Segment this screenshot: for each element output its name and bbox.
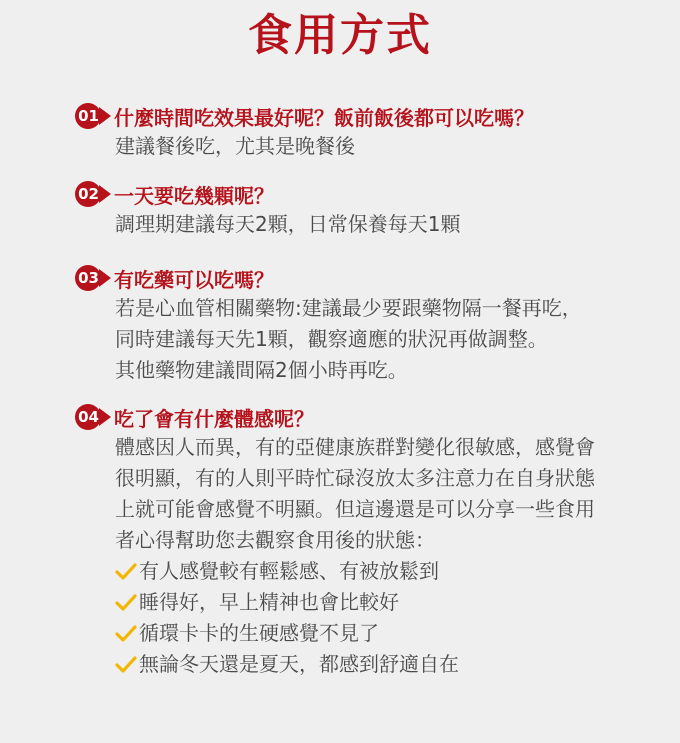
checklist-item-label: 循環卡卡的生硬感覺不見了: [139, 621, 379, 645]
check-icon: [115, 624, 137, 644]
faq-number: 04: [78, 408, 99, 426]
faq-answer: [115, 293, 664, 386]
answer-line: 建議餐後吃，尤其是晚餐後: [115, 134, 355, 158]
faq-question-row: [74, 402, 664, 432]
faq-number: 03: [78, 269, 99, 287]
answer-line: 者心得幫助您去觀察食用後的狀態：: [115, 528, 435, 552]
faq-answer: [115, 432, 664, 680]
check-icon: [115, 655, 137, 675]
checklist-item-label: 睡得好，早上精神也會比較好: [139, 590, 399, 614]
number-badge-icon: [74, 264, 114, 292]
benefit-checklist: [115, 556, 664, 680]
page-title-part1: 食用: [248, 10, 340, 61]
checklist-item: [115, 556, 664, 587]
checklist-item: [115, 587, 664, 618]
faq-answer: [115, 209, 664, 240]
answer-line: 其他藥物建議間隔2個小時再吃。: [115, 358, 408, 382]
faq-item-03: [74, 263, 664, 386]
faq-question: 有吃藥可以吃嗎？: [114, 267, 274, 292]
faq-number: 01: [78, 107, 99, 125]
checklist-item: [115, 649, 664, 680]
page-title-part2: 方式: [340, 10, 432, 61]
number-badge-icon: [74, 403, 114, 431]
faq-item-04: [74, 402, 664, 680]
answer-line: 同時建議每天先1顆，觀察適應的狀況再做調整。: [115, 327, 548, 351]
answer-line: 若是心血管相關藥物:建議最少要跟藥物隔一餐再吃，: [115, 296, 582, 320]
checklist-item: [115, 618, 664, 649]
page-title: [0, 0, 680, 68]
checklist-item-label: 有人感覺較有輕鬆感、有被放鬆到: [139, 559, 439, 583]
check-icon: [115, 593, 137, 613]
faq-answer: [115, 131, 664, 162]
number-badge-icon: [74, 102, 114, 130]
faq-question: 吃了會有什麼體感呢？: [114, 406, 314, 431]
answer-line: 體感因人而異，有的亞健康族群對變化很敏感，感覺會: [115, 435, 595, 459]
faq-number: 02: [78, 185, 99, 203]
number-badge-icon: [74, 180, 114, 208]
faq-question: 什麼時間吃效果最好呢？飯前飯後都可以吃嗎？: [114, 105, 534, 130]
faq-question: 一天要吃幾顆呢？: [114, 183, 274, 208]
answer-line: 調理期建議每天2顆，日常保養每天1顆: [115, 212, 461, 236]
answer-line: 很明顯，有的人則平時忙碌沒放太多注意力在自身狀態: [115, 466, 595, 490]
answer-line: 上就可能會感覺不明顯。但這邊還是可以分享一些食用: [115, 497, 595, 521]
faq-question-row: [74, 101, 664, 131]
check-icon: [115, 562, 137, 582]
faq-item-02: [74, 179, 664, 240]
faq-item-01: [74, 101, 664, 162]
checklist-item-label: 無論冬天還是夏天，都感到舒適自在: [139, 652, 459, 676]
faq-question-row: [74, 263, 664, 293]
faq-question-row: [74, 179, 664, 209]
